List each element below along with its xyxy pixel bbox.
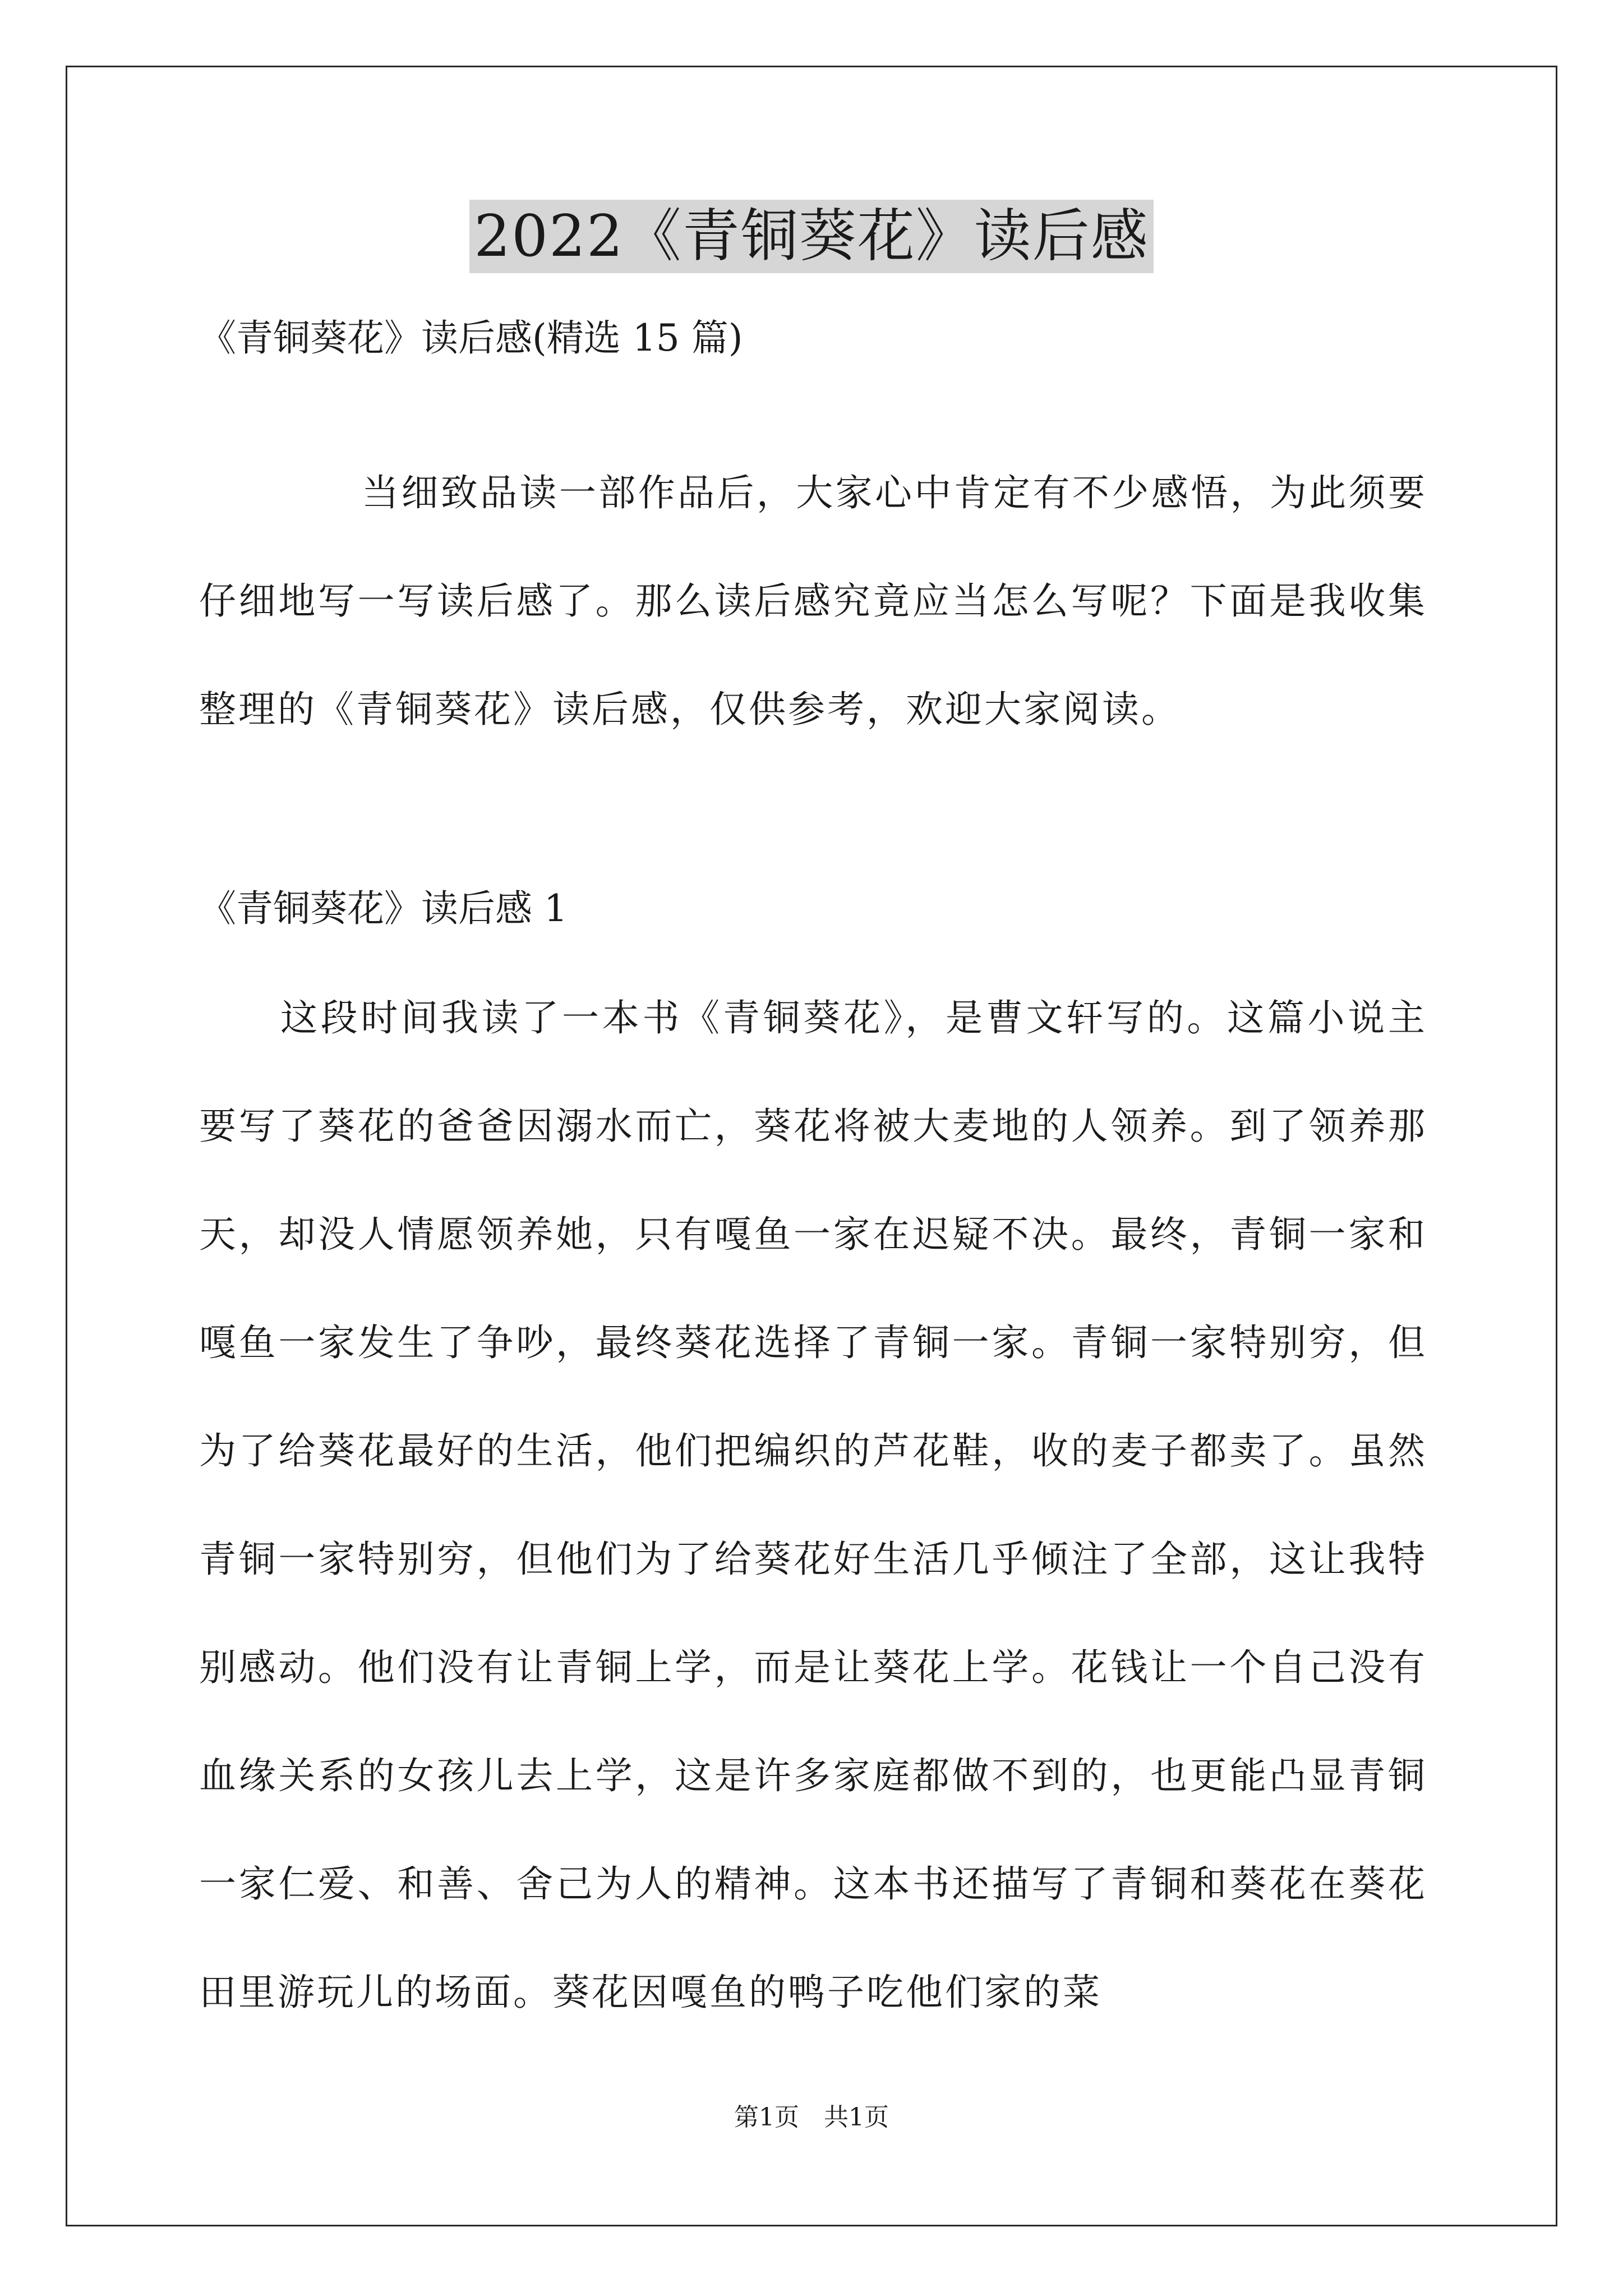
document-title: [0, 197, 1623, 276]
document-title-text: 2022《青铜葵花》读后感: [469, 200, 1154, 273]
section-body-paragraph: 这段时间我读了一本书《青铜葵花》，是曹文轩写的。这篇小说主要写了葵花的爸爸因溺水而亡，葵花将被大麦地的人领养。到了领养那天，却没人情愿领养她，只有嘎鱼一家在迟疑不决。最终，青铜一家和嘎鱼一家发生了争吵，最终葵花选择了青铜一家。青铜一家特别穷，但为了给葵花最好的生活，他们把编织的芦花鞋，收的麦子都卖了。虽然青铜一家特别穷，但他们为了给葵花好生活几乎倾注了全部，这让我特别感动。他们没有让青铜上学，而是让葵花上学。花钱让一个自己没有血缘关系的女孩儿去上学，这是许多家庭都做不到的，也更能凸显青铜一家仁爱、和善、舍己为人的精神。这本书还描写了青铜和葵花在葵花田里游玩儿的场面。葵花因嘎鱼的鸭子吃他们家的菜: [199, 996, 1427, 2014]
document-subtitle: 《青铜葵花》读后感(精选 15 篇): [199, 316, 743, 360]
page-footer: 第1页 共1页: [734, 2103, 889, 2132]
section-heading: 《青铜葵花》读后感 1: [199, 887, 568, 930]
intro-paragraph: 当细致品读一部作品后，大家心中肯定有不少感悟，为此须要仔细地写一写读后感了。那么读后感究竟应当怎么写呢？下面是我收集整理的《青铜葵花》读后感，仅供参考，欢迎大家阅读。: [199, 471, 1427, 731]
